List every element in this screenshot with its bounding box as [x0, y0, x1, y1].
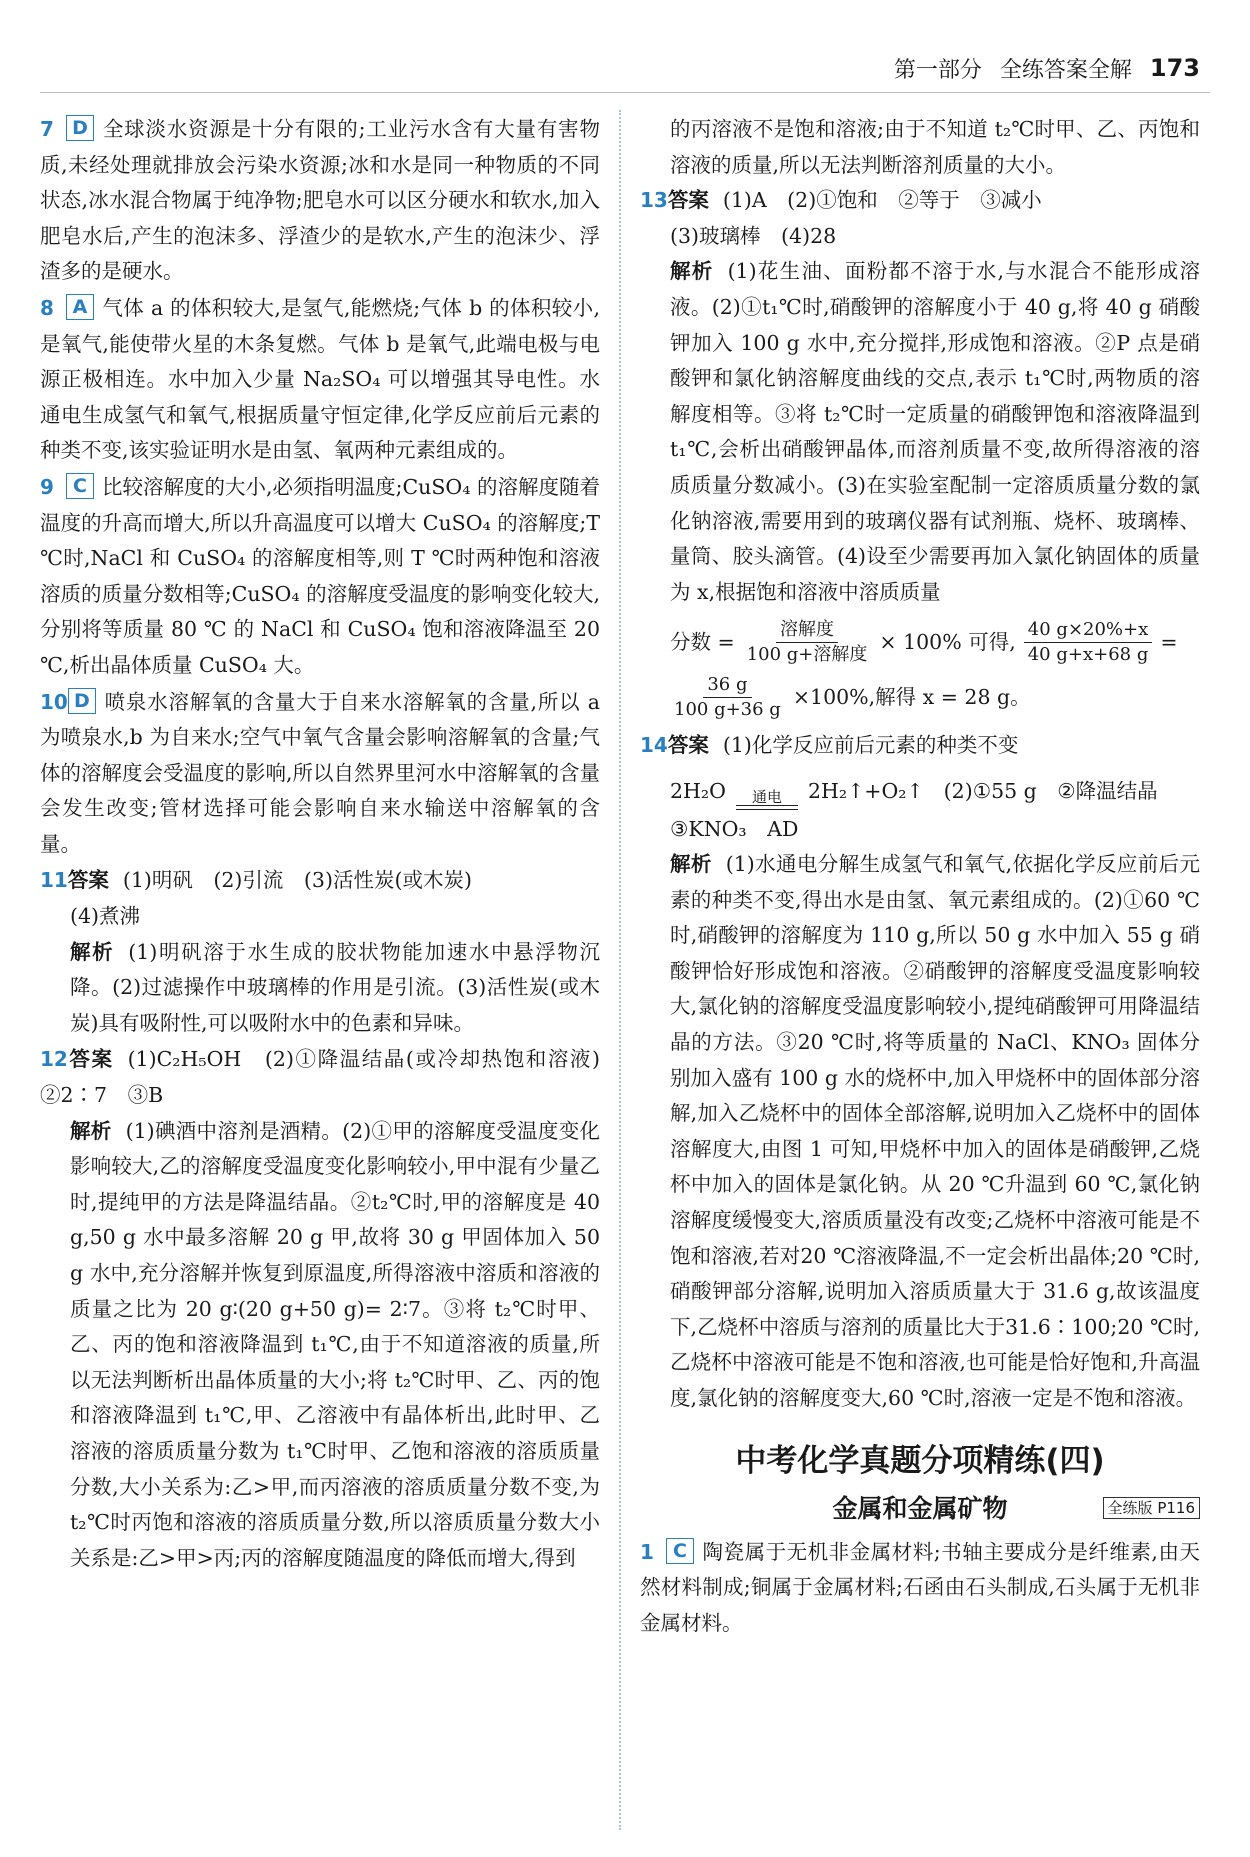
formula-tail: ×100%,解得 x = 28 g。: [792, 685, 1031, 710]
answer-box: A: [66, 294, 94, 320]
answer-label: 答案: [667, 188, 709, 213]
continued-text: 的丙溶液不是饱和溶液;由于不知道 t₂℃时甲、乙、丙饱和溶液的质量,所以无法判断溶剂质量的大小。: [670, 117, 1200, 177]
fraction-numerator: 40 g×20%+x: [1024, 618, 1152, 643]
answer-label: 答案: [67, 1047, 114, 1072]
answer-text: (4)煮沸: [70, 904, 141, 929]
explanation-label: 解析: [670, 259, 714, 284]
question-number: 10: [40, 689, 68, 714]
fraction-solubility: [743, 618, 872, 667]
equation-products: 2H₂↑+O₂↑: [807, 778, 924, 803]
formula-middle: × 100% 可得,: [879, 630, 1016, 655]
formula-row: [670, 618, 1200, 667]
answer-box: D: [68, 688, 96, 714]
question-number: 8: [40, 295, 54, 320]
question-text: 气体 a 的体积较大,是氢气,能燃烧;气体 b 的体积较小,是氧气,能使带火星的木条复燃。气体 b 是氧气,此端电极与电源正极相连。水中加入少量 Na₂SO₄ 可以增强其导电性。水通电生成氢气和氧气,根据质量守恒定律,化学反应前后元素的种类不变,该实验证明水是由氢、氧两种元素组成的。: [40, 295, 600, 463]
fraction-numerator: 溶解度: [776, 618, 838, 643]
fraction-denominator: 100 g+36 g: [674, 699, 781, 721]
answer-box: D: [66, 115, 94, 141]
question-number: 11: [40, 868, 68, 893]
question-8: [40, 291, 600, 469]
fraction-saturated: [670, 673, 785, 722]
equals-sign: =: [1160, 630, 1178, 655]
header-rule: [40, 92, 1210, 93]
question-number: 9: [40, 474, 54, 499]
answer-label: 答案: [67, 868, 109, 893]
header-section: 第一部分: [893, 57, 982, 83]
equation-condition: [736, 787, 798, 810]
question-number: 13: [640, 188, 668, 213]
answer-text: (1)A (2)①饱和 ②等于 ③减小: [722, 188, 1042, 213]
section-subtitle: 金属和金属矿物: [832, 1493, 1008, 1523]
question-14: [640, 728, 1200, 1416]
explanation-label: 解析: [70, 1118, 112, 1143]
question-13: [640, 183, 1200, 722]
answer-text: (1)明矾 (2)引流 (3)活性炭(或木炭): [122, 868, 472, 893]
question-9: [40, 470, 600, 684]
answer-text: (3)玻璃棒 (4)28: [670, 223, 837, 248]
explanation-text: (1)花生油、面粉都不溶于水,与水混合不能形成溶液。(2)①t₁℃时,硝酸钾的溶解度小于 40 g,将 40 g 硝酸钾加入 100 g 水中,充分搅拌,形成饱和溶液。②P 点是硝酸钾和氯化钠溶解度曲线的交点,表示 t₁℃时,两物质的溶解度相等。③将 t₂℃时一定质量的硝酸钾饱和溶液降温到 t₁℃,会析出硝酸钾晶体,而溶剂质量不变,故所得溶液的溶质质量分数减小。(3)在实验室配制一定溶质质量分数的氯化钠溶液,需要用到的玻璃仪器有试剂瓶、烧杯、玻璃棒、量筒、胶头滴管。(4)设至少需要再加入氯化钠固体的质量为 x,根据饱和溶液中溶质质量: [670, 259, 1200, 604]
condition-label: 通电: [751, 787, 782, 806]
question-text: 喷泉水溶解氧的含量大于自来水溶解氧的含量,所以 a 为喷泉水,b 为自来水;空气中氧气含量会影响溶解氧的含量;气体的溶解度会受温度的影响,所以自然界里河水中溶解氧的含量会发生改变;管材选择可能会影响自来水输送中溶解氧的含量。: [40, 689, 601, 856]
answer-label: 答案: [667, 733, 709, 758]
answer-box: C: [666, 1538, 694, 1564]
question-text: 陶瓷属于无机非金属材料;书轴主要成分是纤维素,由天然材料制成;铜属于金属材料;石函由石头制成,石头属于无机非金属材料。: [640, 1539, 1200, 1635]
header-title: 全练答案全解: [999, 57, 1132, 83]
right-column: [640, 112, 1200, 1642]
question-text: 比较溶解度的大小,必须指明温度;CuSO₄ 的溶解度随着温度的升高而增大,所以升高温度可以增大 CuSO₄ 的溶解度;T ℃时,NaCl 和 CuSO₄ 的溶解度相等,则 T ℃时两种饱和溶液溶质的质量分数相等;CuSO₄ 的溶解度受温度的影响变化较大,分别将等质量 80 ℃ 的 NaCl 和 CuSO₄ 饱和溶液降温至 20 ℃,析出晶体质量 CuSO₄ 大。: [40, 474, 600, 677]
question-11: [40, 863, 600, 1041]
explanation-label: 解析: [670, 852, 712, 877]
answer-box: C: [66, 473, 94, 499]
fraction-denominator: 40 g+x+68 g: [1027, 644, 1149, 666]
answer-text: (1)C₂H₅OH (2)①降温结晶(或冷却热饱和溶液) ②2∶7 ③B: [40, 1047, 621, 1108]
answer-text: ③KNO₃ AD: [670, 816, 799, 841]
explanation-text: (1)水通电分解生成氢气和氧气,依据化学反应前后元素的种类不变,得出水是由氢、氧元素组成的。(2)①60 ℃时,硝酸钾的溶解度为 110 g,所以 50 g 水中加入 55 g 硝酸钾恰好形成饱和溶液。②硝酸钾的溶解度受温度影响较大,氯化钠的溶解度受温度影响较小,提纯硝酸钾可用降温结晶的方法。③20 ℃时,将等质量的 NaCl、KNO₃ 固体分别加入盛有 100 g 水的烧杯中,加入甲烧杯中的固体部分溶解,加入乙烧杯中的固体全部溶解,说明加入乙烧杯中的固体溶解度大,由图 1 可知,甲烧杯中加入的固体是硝酸钾,乙烧杯中加入的固体是氯化钠。从 20 ℃升温到 60 ℃,氯化钠溶解度缓慢变大,溶质质量没有改变;乙烧杯中溶液可能是不饱和溶液,若对20 ℃溶液降温,不一定会析出晶体;20 ℃时,硝酸钾部分溶解,说明加入溶质质量大于 31.6 g,故该温度下,乙烧杯中溶质与溶剂的质量比大于31.6∶100;20 ℃时,乙烧杯中溶液可能是不饱和溶液,也可能是恰好饱和,升高温度,氯化钠的溶解度变大,60 ℃时,溶液一定是不饱和溶液。: [670, 852, 1200, 1410]
answer-text: (2)①55 g ②降温结晶: [943, 778, 1158, 803]
page-header: [870, 48, 1200, 88]
section-title: 中考化学真题分项精练(四): [735, 1442, 1105, 1479]
question-10: [40, 685, 600, 863]
page-reference: 全练版 P116: [1103, 1497, 1200, 1519]
equals-bar: [736, 805, 798, 810]
formula-prefix: 分数 =: [670, 630, 735, 655]
question-text: 全球淡水资源是十分有限的;工业污水含有大量有害物质,未经处理就排放会污染水资源;冰和水是同一种物质的不同状态,冰水混合物属于纯净物;肥皂水可以区分硬水和软水,加入肥皂水后,产生的泡沫多、浮渣少的是软水,产生的泡沫少、浮渣多的是硬水。: [40, 117, 600, 284]
question-number: 14: [640, 733, 668, 758]
explanation-text: (1)碘酒中溶剂是酒精。(2)①甲的溶解度受温度变化影响较大,乙的溶解度受温度变化影响较小,甲中混有少量乙时,提纯甲的方法是降温结晶。②t₂℃时,甲的溶解度是 40 g,50 g 水中最多溶解 20 g 甲,故将 30 g 甲固体加入 50 g 水中,充分溶解并恢复到原温度,所得溶液中溶质和溶液的质量之比为 20 g∶(20 g+50 g)= 2∶7。③将 t₂℃时甲、乙、丙的饱和溶液降温到 t₁℃,由于不知道溶液的质量,所以无法判断析出晶体质量的大小;将 t₂℃时甲、乙、丙的饱和溶液降温到 t₁℃,甲、乙溶液中有晶体析出,此时甲、乙溶液的溶质质量分数为 t₁℃时甲、乙饱和溶液的溶质质量分数,大小关系为:乙>甲,而丙溶液的溶质质量分数不变,为 t₂℃时丙饱和溶液的溶质质量分数,所以溶质质量分数大小关系是:乙>甲>丙;丙的溶解度随温度的降低而增大,得到: [70, 1118, 601, 1570]
fraction-numerator: 36 g: [703, 673, 751, 698]
left-column: [40, 112, 621, 1577]
section-subtitle-row: [640, 1489, 1200, 1529]
question-number: 12: [40, 1047, 68, 1072]
fraction-mass: [1024, 618, 1153, 667]
question-12: [40, 1042, 621, 1576]
page-number: 173: [1149, 54, 1200, 82]
formula-row: [670, 673, 1200, 722]
question-7: [40, 112, 600, 290]
answer-text: (1)化学反应前后元素的种类不变: [722, 733, 1019, 758]
chemical-equation: [670, 774, 1200, 810]
question-1: [640, 1535, 1200, 1642]
equation-reactants: 2H₂O: [670, 778, 726, 803]
explanation-label: 解析: [70, 939, 115, 964]
fraction-denominator: 100 g+溶解度: [746, 644, 868, 666]
question-number: 7: [40, 117, 54, 141]
explanation-text: (1)明矾溶于水生成的胶状物能加速水中悬浮物沉降。(2)过滤操作中玻璃棒的作用是引流。(3)活性炭(或木炭)具有吸附性,可以吸附水中的色素和异味。: [70, 939, 601, 1035]
question-number: 1: [640, 1539, 654, 1564]
column-divider: [619, 110, 621, 1830]
